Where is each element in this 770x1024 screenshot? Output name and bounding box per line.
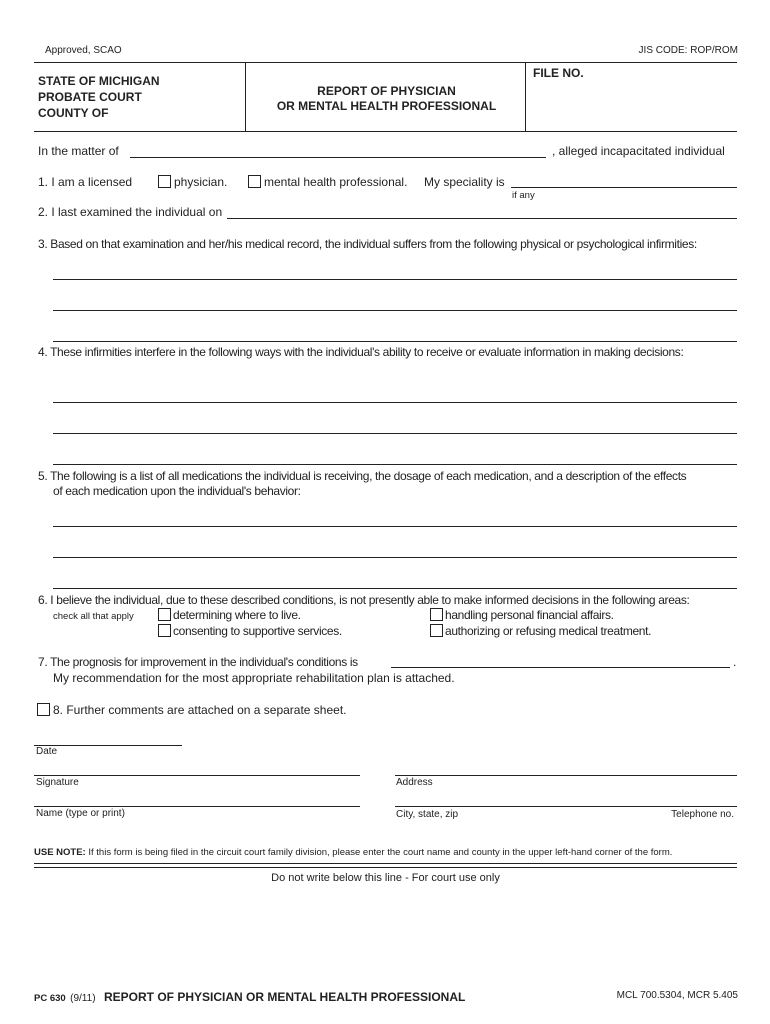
supportive-services-checkbox[interactable]: [158, 624, 171, 637]
matter-label: In the matter of: [38, 144, 119, 158]
court-block: [38, 73, 160, 121]
item4-line-3[interactable]: [53, 464, 737, 465]
item7-label: 7. The prognosis for improvement in the individual's conditions is: [38, 655, 358, 669]
use-note: [34, 847, 672, 858]
speciality-label: My speciality is: [424, 175, 505, 189]
court-line-state: STATE OF MICHIGAN: [38, 74, 160, 88]
prognosis-period: .: [733, 655, 737, 669]
footer-form-id: [34, 988, 465, 1006]
physician-checkbox[interactable]: [158, 175, 171, 188]
signature-field[interactable]: [34, 775, 360, 776]
medical-treatment-checkbox[interactable]: [430, 624, 443, 637]
item1-label: 1. I am a licensed: [38, 175, 133, 189]
supportive-services-label: consenting to supportive services.: [173, 624, 342, 638]
where-to-live-label: determining where to live.: [173, 608, 301, 622]
matter-name-field[interactable]: [130, 157, 546, 158]
if-any-note: if any: [512, 190, 535, 201]
use-note-text: If this form is being filed in the circuit court family division, please enter the court name and county in the upper left-hand corner of the form.: [88, 847, 673, 858]
header-divider-right: [525, 62, 526, 132]
recommendation-text: My recommendation for the most appropriate rehabilitation plan is attached.: [53, 671, 455, 685]
physician-label: physician.: [174, 175, 228, 189]
name-field[interactable]: [34, 806, 360, 807]
form-title-line-1: REPORT OF PHYSICIAN: [317, 84, 456, 98]
court-line-court: PROBATE COURT: [38, 90, 142, 104]
form-number: PC 630: [34, 993, 66, 1004]
item6-label: 6. I believe the individual, due to these described conditions, is not presently able to make informed decisions in the following areas:: [38, 593, 690, 607]
item2-label: 2. I last examined the individual on: [38, 205, 223, 219]
item5-label-line1: 5. The following is a list of all medications the individual is receiving, the dosage of each medication, and a description of the effects: [38, 469, 687, 483]
item3-label: 3. Based on that examination and her/his medical record, the individual suffers from the following physical or psychological infirmities:: [38, 237, 697, 251]
address-label: Address: [396, 777, 433, 788]
item4-line-1[interactable]: [53, 402, 737, 403]
form-title-line-2: OR MENTAL HEALTH PROFESSIONAL: [276, 99, 497, 113]
financial-affairs-label: handling personal financial affairs.: [445, 608, 614, 622]
telephone-label: Telephone no.: [671, 809, 734, 820]
item4-label: 4. These infirmities interfere in the following ways with the individual's ability to receive or evaluate information in making decisions:: [38, 345, 684, 359]
signature-label: Signature: [36, 777, 79, 788]
speciality-field[interactable]: [511, 187, 737, 188]
header-divider-left: [245, 62, 246, 132]
item5-line-1[interactable]: [53, 526, 737, 527]
court-line-county: COUNTY OF: [38, 106, 109, 120]
item5-line-2[interactable]: [53, 557, 737, 558]
check-all-note: check all that apply: [53, 611, 134, 622]
item3-line-2[interactable]: [53, 310, 737, 311]
item4-line-2[interactable]: [53, 433, 737, 434]
address-field[interactable]: [395, 775, 737, 776]
item3-line-1[interactable]: [53, 279, 737, 280]
court-use-label: Do not write below this line - For court use only: [271, 872, 500, 884]
approved-label: Approved, SCAO: [45, 45, 122, 56]
form-title-block: [248, 84, 525, 114]
item3-line-3[interactable]: [53, 341, 737, 342]
mhp-label: mental health professional.: [264, 175, 408, 189]
further-comments-checkbox[interactable]: [37, 703, 50, 716]
file-no-label: FILE NO.: [533, 66, 584, 80]
use-note-label: USE NOTE:: [34, 847, 86, 858]
name-label: Name (type or print): [36, 808, 125, 819]
mhp-checkbox[interactable]: [248, 175, 261, 188]
medical-treatment-label: authorizing or refusing medical treatment.: [445, 624, 652, 638]
city-state-zip-field[interactable]: [395, 806, 737, 807]
footer-title: REPORT OF PHYSICIAN OR MENTAL HEALTH PROFESSIONAL: [103, 990, 466, 1004]
financial-affairs-checkbox[interactable]: [430, 608, 443, 621]
form-revision: (9/11): [70, 993, 96, 1004]
exam-date-field[interactable]: [227, 218, 737, 219]
court-use-divider: [34, 863, 737, 868]
footer-citation: MCL 700.5304, MCR 5.405: [616, 990, 738, 1001]
where-to-live-checkbox[interactable]: [158, 608, 171, 621]
city-label: City, state, zip: [396, 809, 459, 820]
prognosis-field[interactable]: [391, 667, 730, 668]
date-label: Date: [36, 746, 58, 757]
matter-suffix: , alleged incapacitated individual: [552, 144, 725, 158]
item8-label: 8. Further comments are attached on a separate sheet.: [53, 703, 347, 717]
item5-line-3[interactable]: [53, 588, 737, 589]
item5-label-line2: of each medication upon the individual's behavior:: [53, 484, 301, 498]
jis-code: JIS CODE: ROP/ROM: [638, 45, 738, 56]
